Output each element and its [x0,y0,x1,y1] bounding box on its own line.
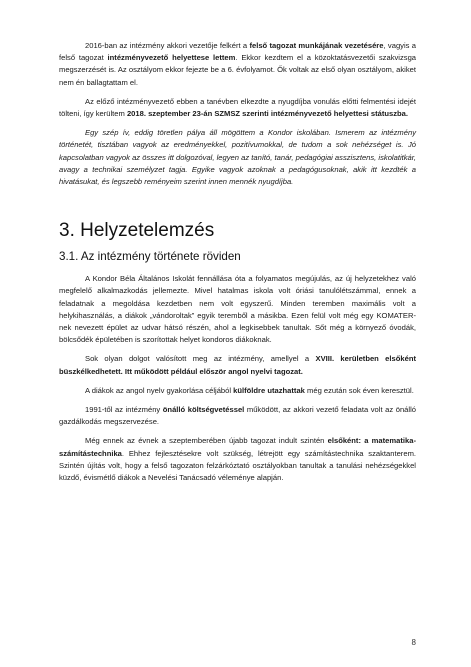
text-run: A diákok az angol nyelv gyakorlása céljából [85,385,234,395]
body-paragraph [59,385,416,397]
reflection-paragraph: Egy szép ív, eddig töretlen pálya áll mögöttem a Kondor iskolában. Ismerem az intézmény történetét, tisztában vagyok az eredményekkel, pozitívumokkal, de tudom a sok nehézséget is. Jó kapcsolatban vagyok az összes itt dolgozóval, legyen az tanító, tanár, pedagógiai asszisztens, iskolatitkár, avagy a technikai személyzet tagja. Egyike vagyok azoknak a pedagógusoknak, akik itt kezdték a hivatásukat, és legszebb reményeim szerint innen mennék nyugdíjba. [59,128,416,187]
page-number: 8 [411,638,416,647]
body-paragraph [59,404,416,428]
body-paragraph [59,96,416,120]
subsection-heading: 3.1. Az intézmény története röviden [59,250,241,264]
text-run: Még ennek az évnek a szeptemberében újabb tagozat indult szintén [85,436,328,446]
bold-text: felső tagozat munkájának vezetésére [249,41,384,50]
text-run: 2016-ban az intézmény akkori vezetője felkért a [85,41,250,50]
bold-text: külföldre utazhattak [233,385,305,395]
bold-text: 2018. szeptember 23-án SZMSZ szerinti intézményvezető helyettesi státuszba. [126,109,409,119]
bold-text: XVIII. kerületben elsőként büszkélkedhetett. Itt működött például először angol nyelvi tagozat. [59,354,416,376]
text-run: 1991-től az intézmény [85,405,163,415]
bold-text: intézményvezető helyettese lettem [107,53,236,63]
body-paragraph [59,353,416,377]
section-heading: 3. Helyzetelemzés [59,220,215,242]
body-paragraph [59,273,416,346]
body-paragraph [59,435,416,484]
text-run: működött, az akkori vezető feladata volt az önálló gazdálkodás megszervezése. [59,405,416,427]
text-run: A Kondor Béla Általános Iskolát fennállása óta a folyamatos megújulás, az új helyzetekhez való megfelelő alkalmazkodás jellemezte. Mivel hatalmas iskola volt óriási tanulólétszámmal, ennek a feladatnak a megoldása kezdetben nem volt egyszerű. Minden teremben maximális volt a helykihasználás, a diákok „vándoroltak” egyik teremből a másikba. Ezen felül volt még egy KOMATER-nek nevezett épület az udvar hátsó részén, ahol a legkisebbek tanultak. Sőt még a környező óvodák, bölcsődék épületében is szorítottak helyet kondoros diákoknak. [59,274,416,345]
text-run: . Ehhez fejlesztésekre volt szükség, létrejött egy számítástechnika szaktanterem. Szintén újítás volt, hogy a felső tagozaton felzárkóztató osztályokban tanultak a tanulási nehézségekkel küzdő, évismétlő diákok a Nevelési Tanácsadó véleménye alapján. [59,448,416,483]
text-run: még ezután sok éven keresztül. [304,385,414,395]
text-run: . Ekkor kezdtem el a közoktatásvezetői szakvizsga megszerzését is. Az osztályom ekkor fejezte be a 6. évfolyamot. Ők voltak az első olyan osztályom, akiket nem én ballagtattam el. [59,53,417,87]
intro-paragraphs [59,40,416,120]
bold-text: önálló költségvetéssel [162,405,245,415]
text-run: Sok olyan dolgot valósított meg az intézmény, amellyel a [85,354,316,364]
bold-text: elsőként: a matematika-számítástechnika [59,436,416,458]
text-run: Az előző intézményvezető ebben a tanévben elkezdte a nyugdíjba vonulás előtti felmentési idejét tölteni, így kerültem [59,96,416,119]
body-paragraph [59,40,416,89]
text-run: , vagyis a felső tagozat [59,41,417,63]
history-paragraphs [59,273,416,484]
